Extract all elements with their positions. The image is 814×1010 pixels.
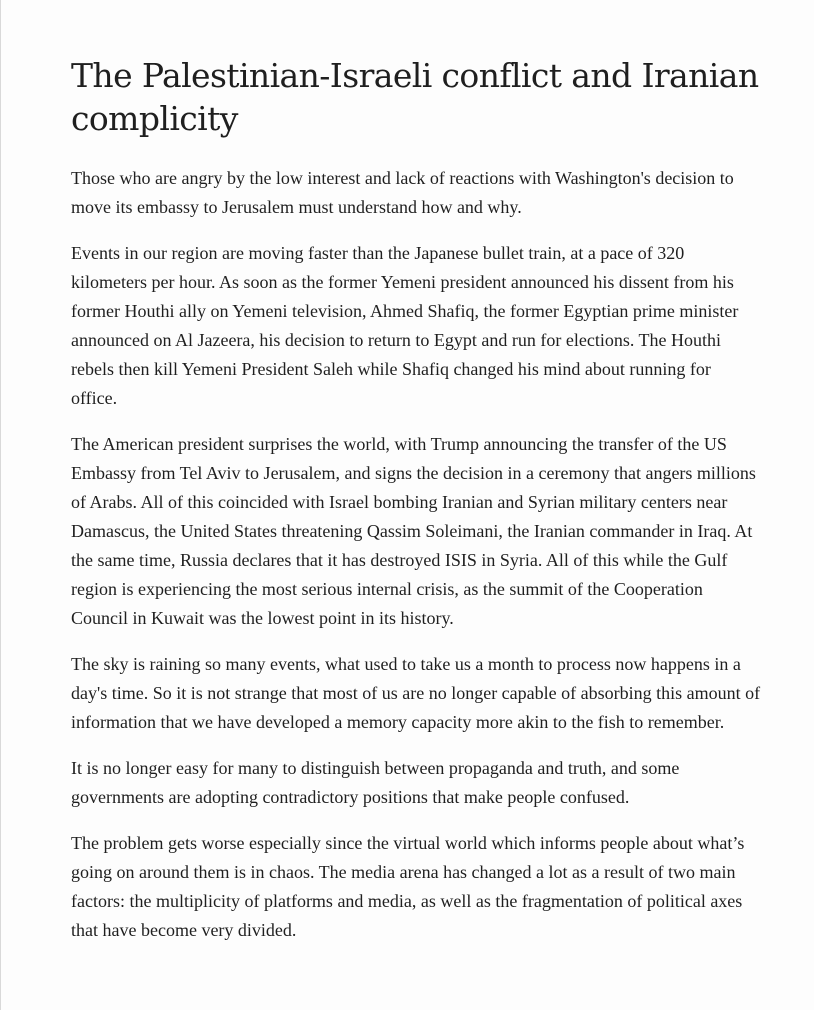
article-paragraph: The sky is raining so many events, what used to take us a month to process now happens in a day's time. So it is not strange that most of us are no longer capable of absorbing this amount of information that we have developed a memory capacity more akin to the fish to remember.: [71, 654, 761, 732]
article-paragraph: Those who are angry by the low interest and lack of reactions with Washington's decision to move its embassy to Jerusalem must understand how and why.: [71, 168, 734, 217]
article-paragraph: The American president surprises the world, with Trump announcing the transfer of the US Embassy from Tel Aviv to Jerusalem, and signs the decision in a ceremony that angers millions of Arabs. All of this coincided with Israel bombing Iranian and Syrian military centers near Damascus, the United States threatening Qassim Soleimani, the Iranian commander in Iraq. At the same time, Russia declares that it has destroyed ISIS in Syria. All of this while the Gulf region is experiencing the most serious internal crisis, as the summit of the Cooperation Council in Kuwait was the lowest point in its history.: [71, 434, 756, 628]
article: [71, 54, 761, 962]
article-paragraph: It is no longer easy for many to distinguish between propaganda and truth, and some governments are adopting contradictory positions that make people confused.: [71, 758, 680, 807]
article-title: The Palestinian-Israeli conflict and Iranian complicity: [71, 56, 759, 138]
article-paragraph: The problem gets worse especially since the virtual world which informs people about what’s going on around them is in chaos. The media arena has changed a lot as a result of two main factors: the multiplicity of platforms and media, as well as the fragmentation of political axes that have become very divided.: [71, 833, 745, 940]
article-paragraph: Events in our region are moving faster than the Japanese bullet train, at a pace of 320 kilometers per hour. As soon as the former Yemeni president announced his dissent from his former Houthi ally on Yemeni television, Ahmed Shafiq, the former Egyptian prime minister announced on Al Jazeera, his decision to return to Egypt and run for elections. The Houthi rebels then kill Yemeni President Saleh while Shafiq changed his mind about running for office.: [71, 243, 739, 408]
